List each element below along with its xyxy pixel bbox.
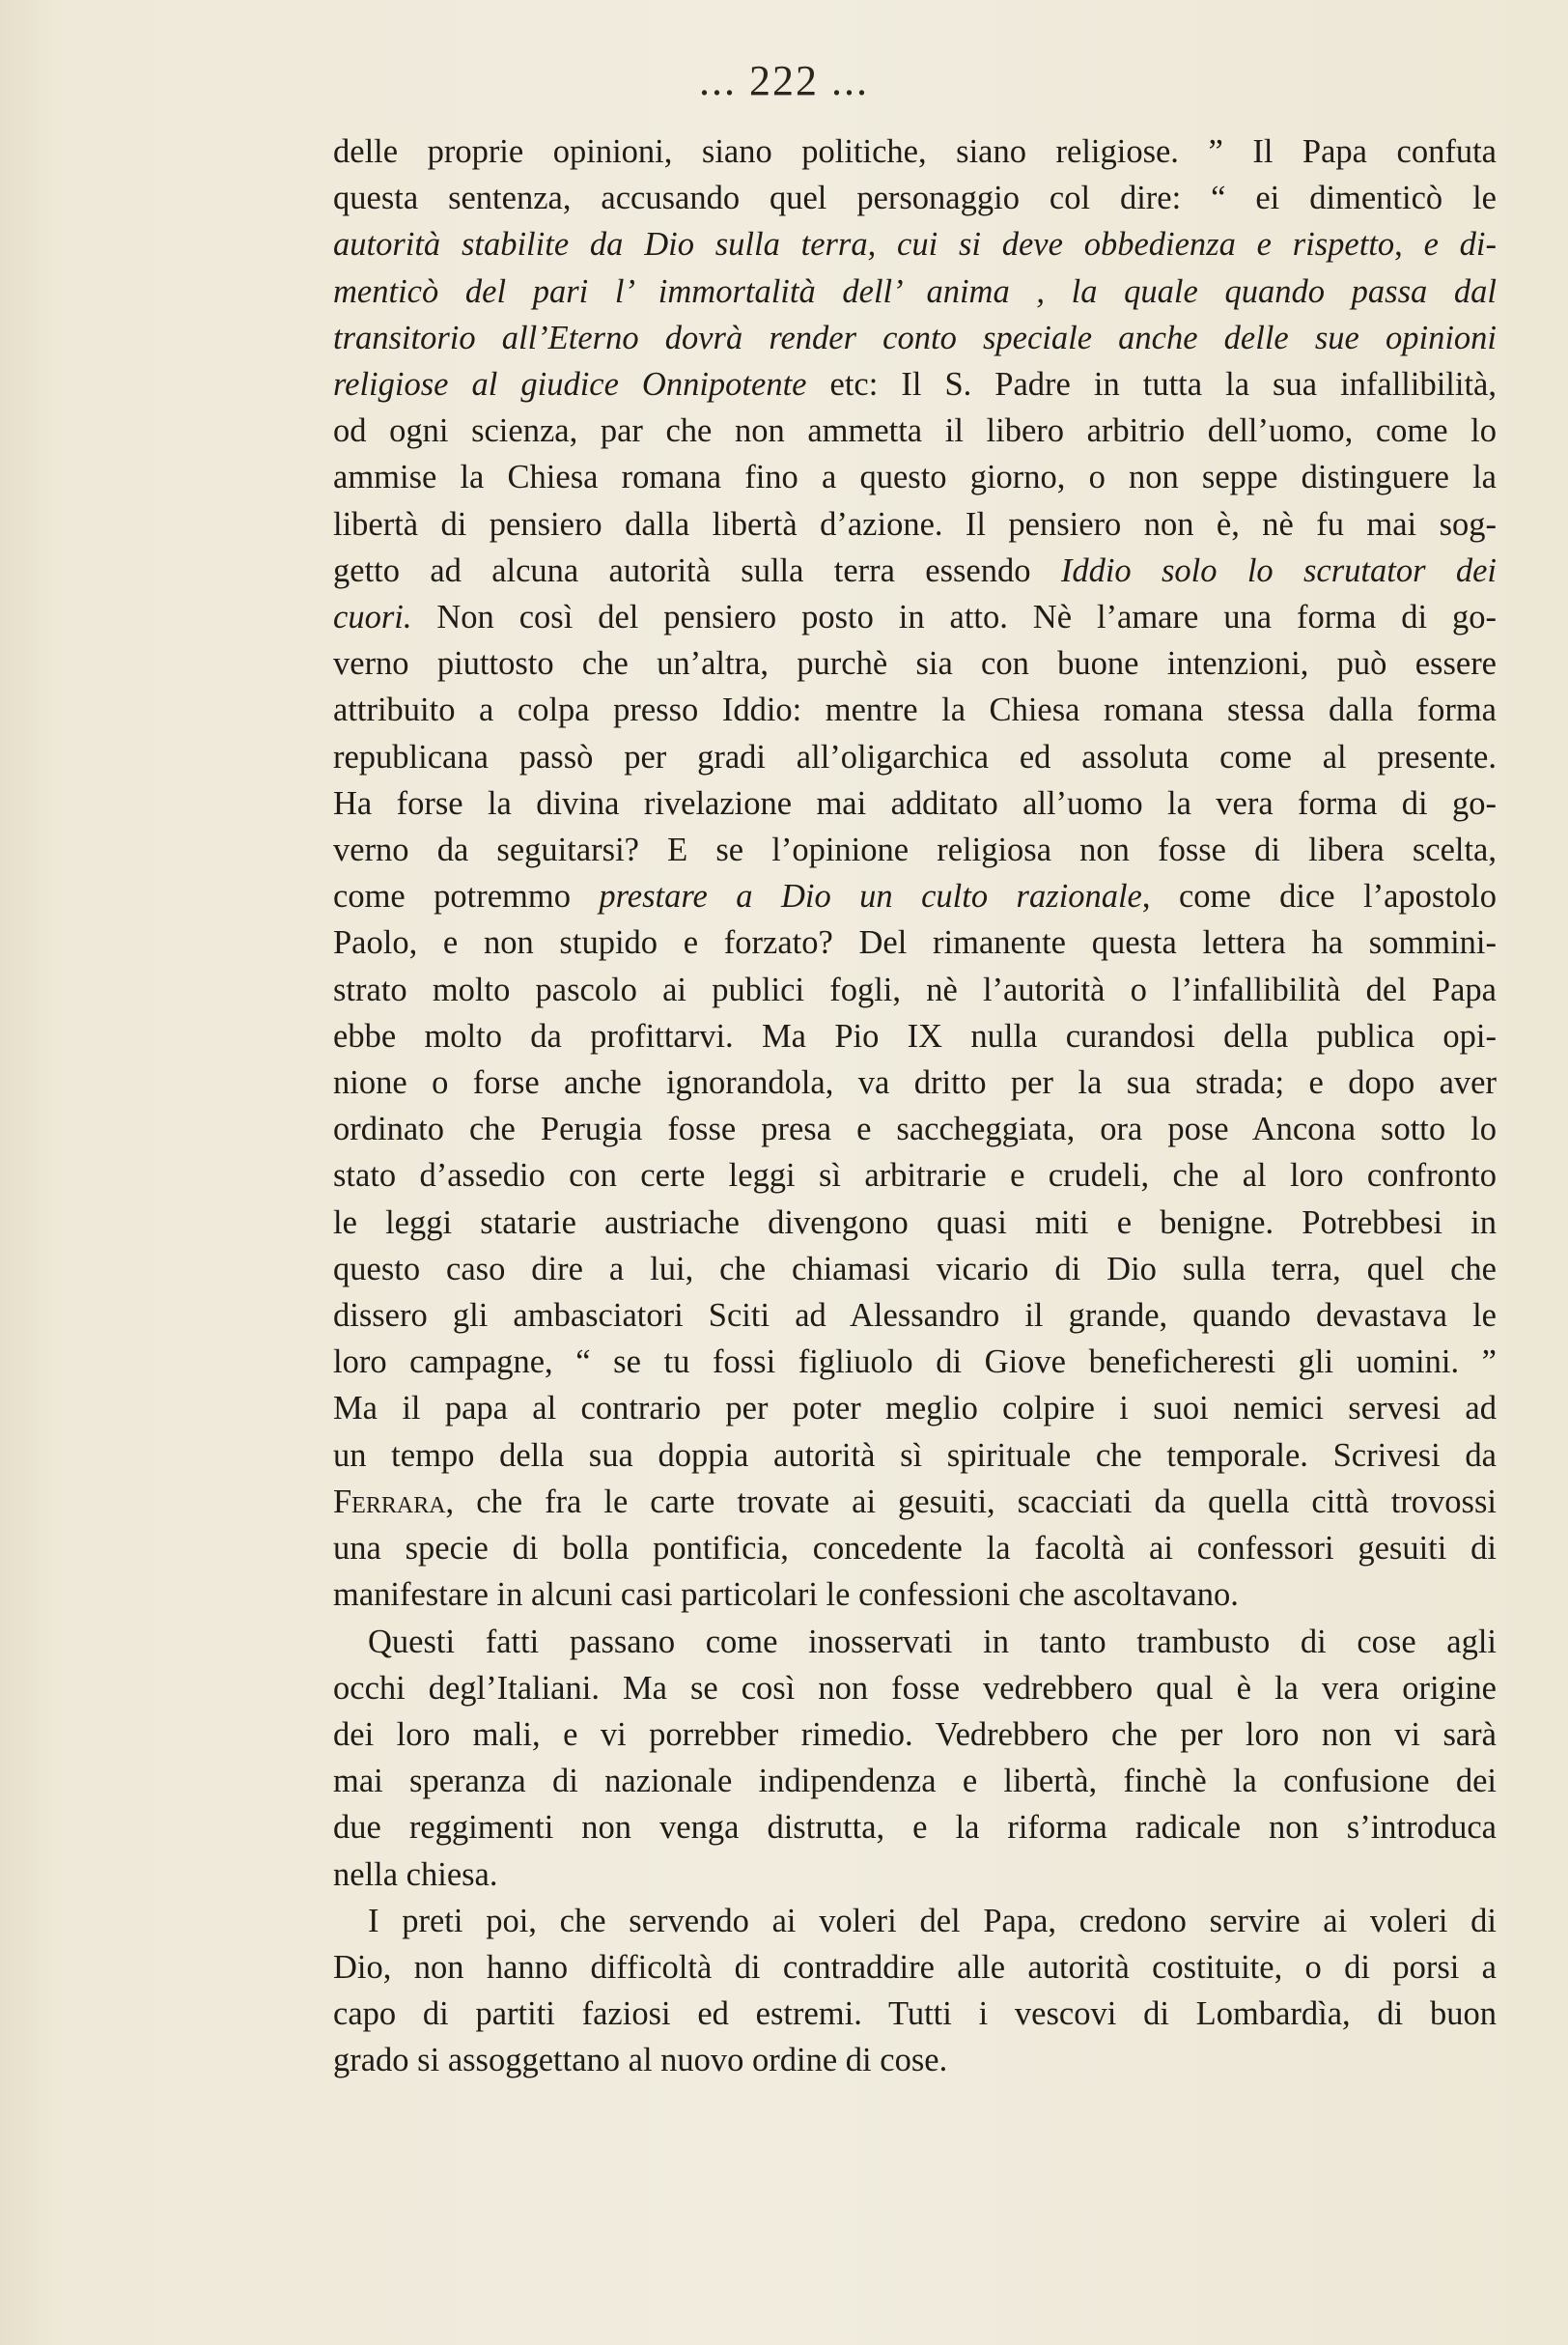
text-line: transitorio all’Eterno dovrà render conto speciale anche delle sue opinioni xyxy=(333,319,1497,356)
text-line: capo di partiti faziosi ed estremi. Tutti i vescovi di Lombardìa, di buon xyxy=(333,1995,1497,2033)
text-line: attribuito a colpa presso Iddio: mentre la Chiesa romana stessa dalla forma xyxy=(333,692,1497,729)
text-line: ordinato che Perugia fosse presa e saccheggiata, ora pose Ancona sotto lo xyxy=(333,1111,1497,1148)
text-line: verno da seguitarsi? E se l’opinione religiosa non fosse di libera scelta, xyxy=(333,832,1497,869)
text-line: manifestare in alcuni casi particolari le confessioni che ascoltavano. xyxy=(333,1576,1239,1614)
text-line: Dio, non hanno difficoltà di contraddire alle autorità costituite, o di porsi a xyxy=(333,1948,1497,1986)
page-number: ... 222 ... xyxy=(699,57,869,104)
text-line: ammise la Chiesa romana fino a questo giorno, o non seppe distinguere la xyxy=(333,459,1497,496)
text-line: nella chiesa. xyxy=(333,1855,498,1893)
text-line: le leggi statarie austriache divengono quasi miti e benigne. Potrebbesi in xyxy=(333,1203,1497,1241)
paragraph xyxy=(333,1619,1497,1898)
text-line: loro campagne, “ se tu fossi figliuolo di Giove beneficheresti gli uomini. ” xyxy=(333,1343,1497,1381)
text-line: come potremmo prestare a Dio un culto razionale, come dice l’apostolo xyxy=(333,878,1497,916)
text-line: grado si assoggettano al nuovo ordine di cose. xyxy=(333,2042,948,2079)
paragraph xyxy=(333,128,1497,1619)
text-line: questo caso dire a lui, che chiamasi vicario di Dio sulla terra, quel che xyxy=(333,1250,1497,1287)
text-line: cuori. Non così del pensiero posto in atto. Nè l’amare una forma di go- xyxy=(333,599,1497,636)
text-line: verno piuttosto che un’altra, purchè sia con buone intenzioni, può essere xyxy=(333,645,1497,683)
text-line: mai speranza di nazionale indipendenza e libertà, finchè la confusione dei xyxy=(333,1763,1497,1800)
text-line: una specie di bolla pontificia, concedente la facoltà ai confessori gesuiti di xyxy=(333,1530,1497,1568)
text-line: stato d’assedio con certe leggi sì arbitrarie e crudeli, che al loro confronto xyxy=(333,1157,1497,1195)
paragraph xyxy=(333,1898,1497,2084)
text-line: delle proprie opinioni, siano politiche, siano religiose. ” Il Papa confuta xyxy=(333,133,1497,170)
text-line: un tempo della sua doppia autorità sì spirituale che temporale. Scrivesi da xyxy=(333,1436,1497,1474)
text-line: nione o forse anche ignorandola, va dritto per la sua strada; e dopo aver xyxy=(333,1064,1497,1102)
text-line: Ferrara, che fra le carte trovate ai gesuiti, scacciati da quella città trovossi xyxy=(333,1483,1497,1520)
text-line: getto ad alcuna autorità sulla terra essendo Iddio solo lo scrutator dei xyxy=(333,551,1497,589)
text-line: od ogni scienza, par che non ammetta il libero arbitrio dell’uomo, come lo xyxy=(333,412,1497,450)
text-line: due reggimenti non venga distrutta, e la riforma radicale non s’introduca xyxy=(333,1809,1497,1847)
text-line: dissero gli ambasciatori Sciti ad Alessandro il grande, quando devastava le xyxy=(333,1297,1497,1335)
text-line: republicana passò per gradi all’oligarchica ed assoluta come al presente. xyxy=(333,738,1497,776)
text-line: autorità stabilite da Dio sulla terra, cui si deve obbedienza e rispetto, e di- xyxy=(333,226,1497,264)
text-line: I preti poi, che servendo ai voleri del Papa, credono servire ai voleri di xyxy=(368,1902,1497,1939)
text-line: libertà di pensiero dalla libertà d’azione. Il pensiero non è, nè fu mai sog- xyxy=(333,505,1497,543)
text-line: ebbe molto da profittarvi. Ma Pio IX nulla curandosi della publica opi- xyxy=(333,1017,1497,1055)
text-line: religiose al giudice Onnipotente etc: Il S. Padre in tutta la sua infallibilità, xyxy=(333,366,1497,404)
text-line: Questi fatti passano come inosservati in tanto trambusto di cose agli xyxy=(368,1623,1497,1660)
text-line: dei loro mali, e vi porrebber rimedio. Vedrebbero che per loro non vi sarà xyxy=(333,1715,1497,1753)
text-line: strato molto pascolo ai publici fogli, nè l’autorità o l’infallibilità del Papa xyxy=(333,971,1497,1008)
text-line: menticò del pari l’ immortalità dell’ anima , la quale quando passa dal xyxy=(333,272,1497,310)
text-line: Ha forse la divina rivelazione mai additato all’uomo la vera forma di go- xyxy=(333,784,1497,822)
text-line: Ma il papa al contrario per poter meglio colpire i suoi nemici servesi ad xyxy=(333,1390,1497,1427)
text-line: questa sentenza, accusando quel personaggio col dire: “ ei dimenticò le xyxy=(333,180,1497,217)
text-line: occhi degl’Italiani. Ma se così non fosse vedrebbero qual è la vera origine xyxy=(333,1669,1497,1707)
body-text xyxy=(333,128,1497,2084)
text-line: Paolo, e non stupido e forzato? Del rimanente questa lettera ha sommini- xyxy=(333,924,1497,962)
